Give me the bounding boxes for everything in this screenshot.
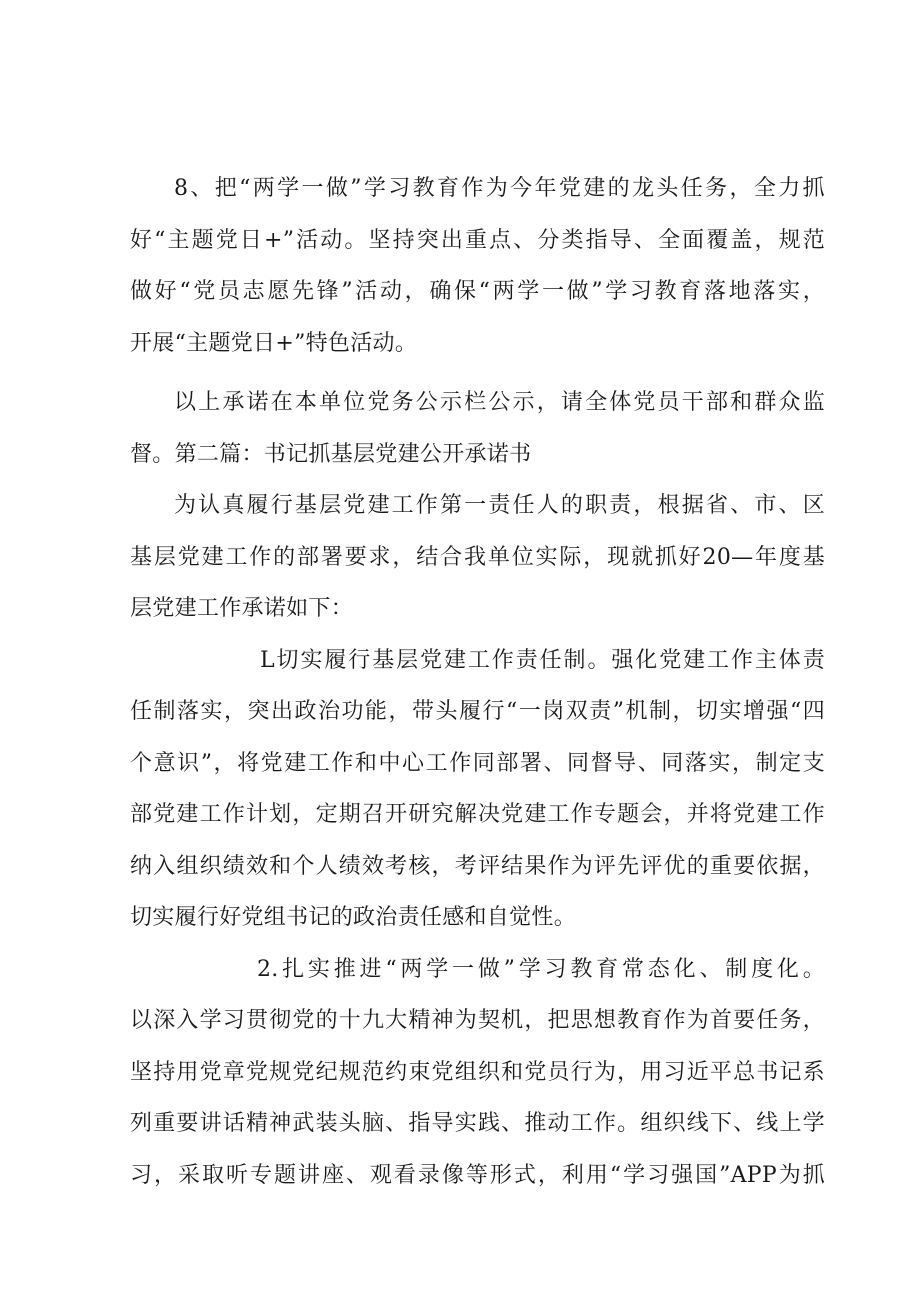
document-body (130, 163, 825, 1201)
paragraph-line: 习，采取听专题讲座、观看录像等形式，利用“学习强国”APP为抓 (130, 1162, 825, 1188)
paragraph-line: 2.扎实推进“两学一做”学习教育常态化、制度化。 (257, 956, 825, 982)
paragraph-line: 任制落实，突出政治功能，带头履行“一岗双责”机制，切实增强“四 (130, 699, 825, 724)
paragraph-line: 以深入学习贯彻党的十九大精神为契机，把思想教育作为首要任务， (130, 1008, 825, 1033)
paragraph-line: 坚持用党章党规党纪规范约束党组织和党员行为，用习近平总书记系 (130, 1059, 825, 1085)
paragraph-line: 8、把“两学一做”学习教育作为今年党建的龙头任务，全力抓 (174, 176, 825, 201)
paragraph-line: L切实履行基层党建工作责任制。强化党建工作主体责 (260, 647, 825, 673)
paragraph-line: 督。第二篇：书记抓基层党建公开承诺书 (130, 441, 532, 467)
paragraph-line: 开展“主题党日+”特色活动。 (130, 330, 418, 356)
paragraph-line: 好“主题党日+”活动。坚持突出重点、分类指导、全面覆盖，规范 (130, 227, 825, 253)
paragraph-line: 列重要讲话精神武装头脑、指导实践、推动工作。组织线下、线上学 (130, 1111, 825, 1136)
paragraph-line: 以上承诺在本单位党务公示栏公示，请全体党员干部和群众监 (174, 390, 825, 415)
paragraph-gap (130, 369, 825, 377)
paragraph-line: 基层党建工作的部署要求，结合我单位实际，现就抓好20—年度基 (130, 544, 825, 570)
paragraph-line: 做好“党员志愿先锋”活动，确保“两学一做”学习教育落地落实， (130, 279, 825, 304)
paragraph-line: 部党建工作计划，定期召开研究解决党建工作专题会，并将党建工作 (130, 802, 825, 827)
paragraph-line: 切实履行好党组书记的政治责任感和自觉性。 (130, 905, 577, 930)
paragraph-line: 纳入组织绩效和个人绩效考核，考评结果作为评先评优的重要依据， (130, 853, 825, 879)
paragraph-line: 层党建工作承诺如下： (130, 596, 354, 621)
paragraph-line: 为认真履行基层党建工作第一责任人的职责，根据省、市、区 (174, 493, 825, 518)
paragraph-line: 个意识”，将党建工作和中心工作同部署、同督导、同落实，制定支 (130, 750, 825, 776)
